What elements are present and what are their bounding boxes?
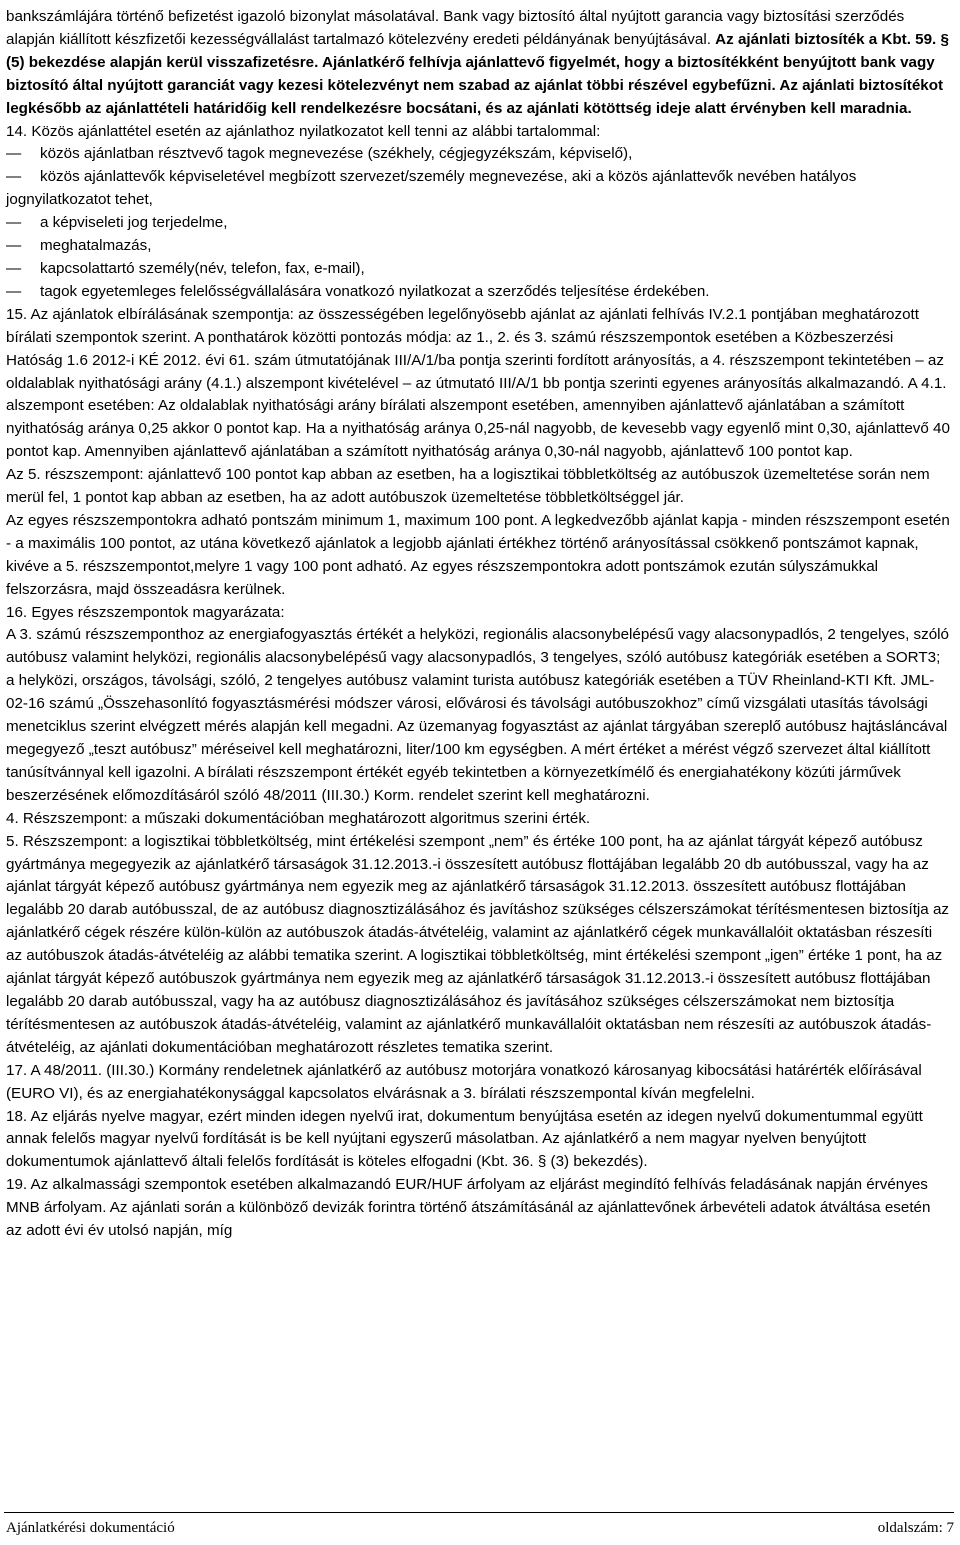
list-item [6, 143, 950, 166]
paragraph [6, 1060, 950, 1106]
footer-page-number: oldalszám: 7 [877, 1520, 954, 1536]
dash-bullet: — [6, 168, 22, 186]
paragraph [6, 464, 950, 510]
document-body [6, 6, 950, 1243]
paragraph [6, 602, 950, 625]
text-run: bankszámlájára történő befizetést igazoló bizonylat másolatával. Bank vagy biztosító által nyújtott garancia vagy biztosítási szerződés alapján kiállított készfizetői kezességvállalást tartalmazó kötelezvény eredeti példányának benyújtásával. [6, 8, 905, 48]
text-run: 16. Egyes részszempontok magyarázata: [6, 603, 285, 621]
text-run: tagok egyetemleges felelősségvállalására vonatkozó nyilatkozat a szerződés teljesítése érdekében. [40, 282, 710, 300]
paragraph [6, 624, 950, 807]
text-run: 4. Részszempont: a műszaki dokumentációban meghatározott algoritmus szerini érték. [6, 809, 591, 827]
text-run: meghatalmazás, [40, 237, 152, 255]
page-footer [4, 1512, 954, 1541]
text-run: 17. A 48/2011. (III.30.) Kormány rendeletnek ajánlatkérő az autóbusz motorjára vonatkozó károsanyag kibocsátási határérték előírásával (EURO VI), és az energiahatékonysággal kapcsolatos elvárásnak a 3. bírálati részszempontal kíván megfelelni. [6, 1061, 922, 1102]
paragraph [6, 6, 950, 121]
footer-document-title: Ajánlatkérési dokumentáció [6, 1520, 175, 1536]
paragraph [6, 831, 950, 1060]
paragraph [6, 121, 950, 144]
dash-bullet: — [6, 237, 22, 255]
dash-bullet: — [6, 259, 22, 277]
paragraph [6, 1174, 950, 1243]
text-run: 18. Az eljárás nyelve magyar, ezért minden idegen nyelvű irat, dokumentum benyújtása esetén az idegen nyelvű dokumentummal együtt annak felelős magyar nyelvű fordítását is be kell nyújtani egyszerű másolatban. Az ajánlatkérő a nem magyar nyelven benyújtott dokumentumok ajánlattevő általi felelős fordítását is köteles elfogadni (Kbt. 36. § (3) bekezdés). [6, 1107, 923, 1171]
text-run: 19. Az alkalmassági szempontok esetében alkalmazandó EUR/HUF árfolyam az eljárást megindító felhívás feladásának napján érvényes MNB árfolyam. Az ajánlati során a különböző devizák forintra történő átszámításánál az ajánlattevőnek árbevételi adatok átváltása esetén az adott évi év utolsó napján, míg [6, 1176, 931, 1240]
text-run: 15. Az ajánlatok elbírálásának szempontja: az összességében legelőnyösebb ajánlat az ajánlati felhívás IV.2.1 pontjában meghatározott bírálati szempontok szerint. A ponthatárok közötti pontozás módja: az 1., 2. és 3. számú részszempontok esetében a Közbeszerzési Hatóság 1.6 2012-i KÉ 2012. évi 61. szám útmutatójának III/A/1/ba pontja szerinti fordított arányosítás, a 4. részszempont tekintetében – az oldalablak nyithatósági arány (4.1.) alszempont kivételével – az útmutató III/A/1 bb pontja szerinti egyenes arányosítás alkalmazandó. A 4.1. alszempont esetében: Az oldalablak nyithatósági arány bírálati alszempont esetében, amennyiben ajánlattevő ajánlatában a számított nyithatóság aránya 0,25 akkor 0 pontot kap. Ha a nyithatóság aránya 0,25-nál nagyobb, de kevesebb vagy egyenlő mint 0,30, ajánlattevő 40 pontot kap. Amennyiben ajánlattevő ajánlatában a számított nyithatóság aránya 0,30-nál nagyobb, ajánlattevő 100 pontot kap. [6, 305, 950, 461]
text-run: a képviseleti jog terjedelme, [40, 214, 228, 232]
list-item [6, 258, 950, 281]
dash-bullet: — [6, 214, 22, 232]
paragraph [6, 510, 950, 602]
text-run: közös ajánlattevők képviseletével megbízott szervezet/személy megnevezése, aki a közös ajánlattevők nevében hatályos jognyilatkozatot tehet, [6, 168, 857, 209]
text-run: közös ajánlatban résztvevő tagok megnevezése (székhely, cégjegyzékszám, képviselő), [40, 145, 633, 163]
text-run: A 3. számú részszemponthoz az energiafogyasztás értékét a helyközi, regionális alacsonybelépésű vagy alacsonypadlós, 2 tengelyes, szóló autóbusz valamint helyközi, regionális alacsonybelépésű vagy alacsonypadlós, 3 tengelyes, szóló autóbusz kategóriák esetében a SORT3; a helyközi, országos, távolsági, szóló, 2 tengelyes autóbusz valamint turista autóbusz kategóriák esetében a TÜV Rheinland-KTI Kft. JML-02-16 számú „Összehasonlító fogyasztásmérési módszer városi, elővárosi és távolsági autóbuszokhoz” című vizsgálati utasítás távolsági menetciklus szerint elvégzett mérés alapján kell megadni. Az üzemanyag fogyasztást az ajánlat tárgyában szereplő autóbusz hajtásláncával megegyező „teszt autóbusz” méréseivel kell meghatározni, liter/100 km egységben. A mért értéket a mérést végző szervezet által kiállított tanúsítvánnyal kell igazolni. A bírálati részszempont értékét egyéb tekintetben a környezetkímélő és energiahatékony közúti járművek beszerzésének előmozdításáról szóló 48/2011 (III.30.) Korm. rendelet szerint kell meghatározni. [6, 626, 950, 804]
paragraph [6, 304, 950, 464]
list-item [6, 166, 950, 212]
bold-text-run: Az ajánlati biztosíték a Kbt. 59. § (5) bekezdése alapján kerül visszafizetésre. Ajánlatkérő felhívja ajánlattevő figyelmét, hogy a biztosítékként benyújtott bank vagy biztosító által nyújtott garanciát vagy kezesi kötelezvényt nem szabad az ajánlat többi részével egybefűzni. Az ajánlati biztosítékot legkésőbb az ajánlattételi határidőig kell rendelkezésre bocsátani, és az ajánlati kötöttség ideje alatt érvényben kell maradnia. [6, 30, 949, 117]
list-item [6, 235, 950, 258]
text-run: kapcsolattartó személy(név, telefon, fax, e-mail), [40, 259, 365, 277]
text-run: Az egyes részszempontokra adható pontszám minimum 1, maximum 100 pont. A legkedvezőbb ajánlat kapja - minden részszempont esetén - a maximális 100 pontot, az utána következő ajánlatok a legjobb ajánlati értékhez történő arányosítással csökkenő pontszámot kapnak, kivéve a 5. részszempontot,melyre 1 vagy 100 pont adható. Az egyes részszempontokra adott pontszámok ezután súlyszámukkal felszorzásra, majd összeadásra kerülnek. [6, 511, 950, 598]
text-run: 5. Részszempont: a logisztikai többletköltség, mint értékelési szempont „nem” és értéke 100 pont, ha az ajánlat tárgyát képező autóbusz gyártmánya megegyezik az ajánlatkérő társaságok 31.12.2013.-i összesített autóbusz flottájában legalább 20 db autóbusszal, vagy ha az ajánlat tárgyát képező autóbusz gyártmánya nem egyezik meg az ajánlatkérő társaságok 31.12.2013. összesített autóbusz flottájában legalább 20 darab autóbusszal, de az autóbusz diagnosztizálásához és javításhoz szükséges célszerszámokat térítésmentesen biztosítja az ajánlatkérő cégek részére külön-külön az autóbuszok átadás-átvételéig, valamint az ajánlatkérő cégek munkavállalóit oktatásban részesíti az autóbuszok átadás-átvételéig az alábbi tematika szerint. A logisztikai többletköltség, mint értékelési szempont „igen” értéke 1 pont, ha az ajánlat tárgyát képező autóbuszok gyártmánya nem egyezik meg az ajánlatkérő társaságok 31.12.2013.-i összesített autóbusz flottájában legalább 20 darab autóbusszal, vagy ha az autóbusz diagnosztizálásához és javításához szükséges célszerszámokat nem biztosítja térítésmentesen az autóbuszok átadás-átvételéig, valamint az ajánlatkérő munkavállalóit oktatásban nem részesíti az autóbuszok átadás-átvételéig, az ajánlati dokumentációban meghatározott részletes tematika szerint. [6, 832, 950, 1056]
list-item [6, 281, 950, 304]
text-run: 14. Közös ajánlattétel esetén az ajánlathoz nyilatkozatot kell tenni az alábbi tartalommal: [6, 122, 601, 140]
paragraph [6, 808, 950, 831]
list-item [6, 212, 950, 235]
paragraph [6, 1106, 950, 1175]
dash-bullet: — [6, 282, 22, 300]
text-run: Az 5. részszempont: ajánlattevő 100 pontot kap abban az esetben, ha a logisztikai többletköltség az autóbuszok üzemeltetése során nem merül fel, 1 pontot kap abban az esetben, ha az adott autóbuszok üzemeltetése többletköltséggel jár. [6, 466, 930, 507]
dash-bullet: — [6, 145, 22, 163]
